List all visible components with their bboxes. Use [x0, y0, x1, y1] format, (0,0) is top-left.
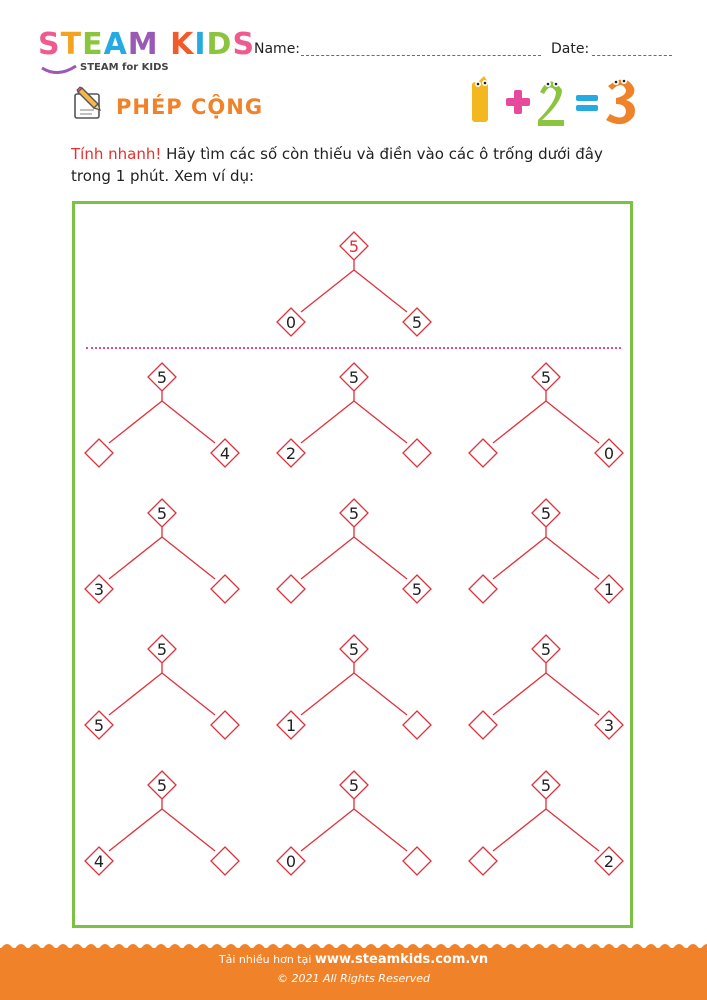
bond-right-branch: [162, 537, 215, 579]
bond-left-part-value: 3: [93, 580, 105, 599]
bond-total-value: 5: [156, 504, 168, 523]
number-bond: [469, 635, 623, 739]
logo-letter: A: [103, 27, 128, 62]
bond-left-part-value: 0: [285, 852, 297, 871]
bond-total-value: 5: [348, 776, 360, 795]
number-bond: [469, 499, 623, 603]
bond-left-branch: [109, 537, 162, 579]
instruction-body: Hãy tìm các số còn thiếu và điền vào các ô trống dưới đây trong 1 phút. Xem ví dụ:: [71, 145, 603, 185]
bond-left-part-value: 5: [93, 716, 105, 735]
bond-left-part-value: 2: [285, 444, 297, 463]
bond-right-branch: [354, 270, 407, 312]
bond-left-part-box[interactable]: [469, 847, 497, 875]
bond-left-branch: [109, 673, 162, 715]
bond-total-value: 5: [540, 368, 552, 387]
bond-left-part-box[interactable]: [469, 711, 497, 739]
bond-total-value: 5: [348, 640, 360, 659]
number-bond: [277, 363, 431, 467]
logo-tagline: STEAM for KIDS: [80, 62, 169, 73]
bond-left-branch: [301, 809, 354, 851]
bond-right-part-value: 2: [603, 852, 615, 871]
bond-total-value: 5: [540, 776, 552, 795]
bond-right-part-box[interactable]: [211, 711, 239, 739]
logo-letter: E: [82, 27, 104, 62]
bond-right-branch: [354, 809, 407, 851]
footer-band: [0, 940, 707, 1000]
number-bond: [277, 635, 431, 739]
number-bond: [85, 363, 239, 467]
bond-left-part-value: 4: [93, 852, 105, 871]
number-bond: [277, 771, 431, 875]
number-bond: [85, 771, 239, 875]
bond-left-branch: [301, 537, 354, 579]
bond-right-branch: [546, 401, 599, 443]
bond-right-branch: [162, 401, 215, 443]
bond-right-branch: [546, 537, 599, 579]
bond-total-value: 5: [348, 237, 360, 256]
logo-letter: S: [232, 27, 256, 62]
bond-left-part-box[interactable]: [469, 575, 497, 603]
bond-total-value: 5: [156, 368, 168, 387]
number-bond: [469, 363, 623, 467]
bond-right-part-value: 5: [411, 580, 423, 599]
bond-right-part-value: 5: [411, 313, 423, 332]
bond-total-value: 5: [540, 640, 552, 659]
example-number-bond: [277, 232, 431, 336]
bond-right-part-value: 3: [603, 716, 615, 735]
bond-right-part-value: 4: [219, 444, 231, 463]
bond-total-value: 5: [156, 640, 168, 659]
instruction-highlight: Tính nhanh!: [71, 145, 162, 163]
number-bond: [85, 499, 239, 603]
name-label: Name:: [254, 41, 301, 57]
bond-right-branch: [354, 673, 407, 715]
bond-right-part-value: 0: [603, 444, 615, 463]
bond-right-part-box[interactable]: [403, 439, 431, 467]
bond-left-branch: [109, 809, 162, 851]
bond-right-part-box[interactable]: [403, 847, 431, 875]
bond-left-branch: [493, 401, 546, 443]
bond-left-branch: [109, 401, 162, 443]
bond-left-branch: [493, 809, 546, 851]
bond-total-value: 5: [348, 504, 360, 523]
bond-right-part-box[interactable]: [211, 575, 239, 603]
footer-site-link[interactable]: www.steamkids.com.vn: [314, 952, 489, 967]
footer-prefix: Tải nhiều hơn tại: [218, 953, 315, 966]
logo-letter: K: [170, 27, 195, 62]
bond-right-branch: [162, 809, 215, 851]
page-title: PHÉP CỘNG: [116, 95, 264, 119]
bond-left-part-value: 0: [285, 313, 297, 332]
bond-left-branch: [301, 401, 354, 443]
bond-total-value: 5: [540, 504, 552, 523]
logo-letter: S: [38, 27, 61, 62]
bond-left-branch: [301, 270, 354, 312]
bond-right-branch: [546, 809, 599, 851]
footer-copyright: © 2021 All Rights Reserved: [276, 972, 430, 985]
number-bond: [469, 771, 623, 875]
number-bond: [277, 499, 431, 603]
logo-letter: T: [60, 27, 83, 62]
logo-letter: M: [127, 27, 159, 62]
logo-letter: I: [194, 27, 207, 62]
bond-left-branch: [493, 673, 546, 715]
bond-right-branch: [546, 673, 599, 715]
bond-right-branch: [162, 673, 215, 715]
bond-right-part-value: 1: [603, 580, 615, 599]
bond-left-branch: [301, 673, 354, 715]
date-label: Date:: [551, 41, 590, 57]
footer-download-text: [0, 952, 707, 967]
bond-left-branch: [493, 537, 546, 579]
logo-letter: D: [206, 27, 233, 62]
bond-left-part-value: 1: [285, 716, 297, 735]
bond-total-value: 5: [156, 776, 168, 795]
bond-right-part-box[interactable]: [403, 711, 431, 739]
bond-right-part-box[interactable]: [211, 847, 239, 875]
number-bond: [85, 635, 239, 739]
bond-right-branch: [354, 401, 407, 443]
bond-left-part-box[interactable]: [85, 439, 113, 467]
bond-right-branch: [354, 537, 407, 579]
bond-total-value: 5: [348, 368, 360, 387]
bond-left-part-box[interactable]: [277, 575, 305, 603]
bond-left-part-box[interactable]: [469, 439, 497, 467]
